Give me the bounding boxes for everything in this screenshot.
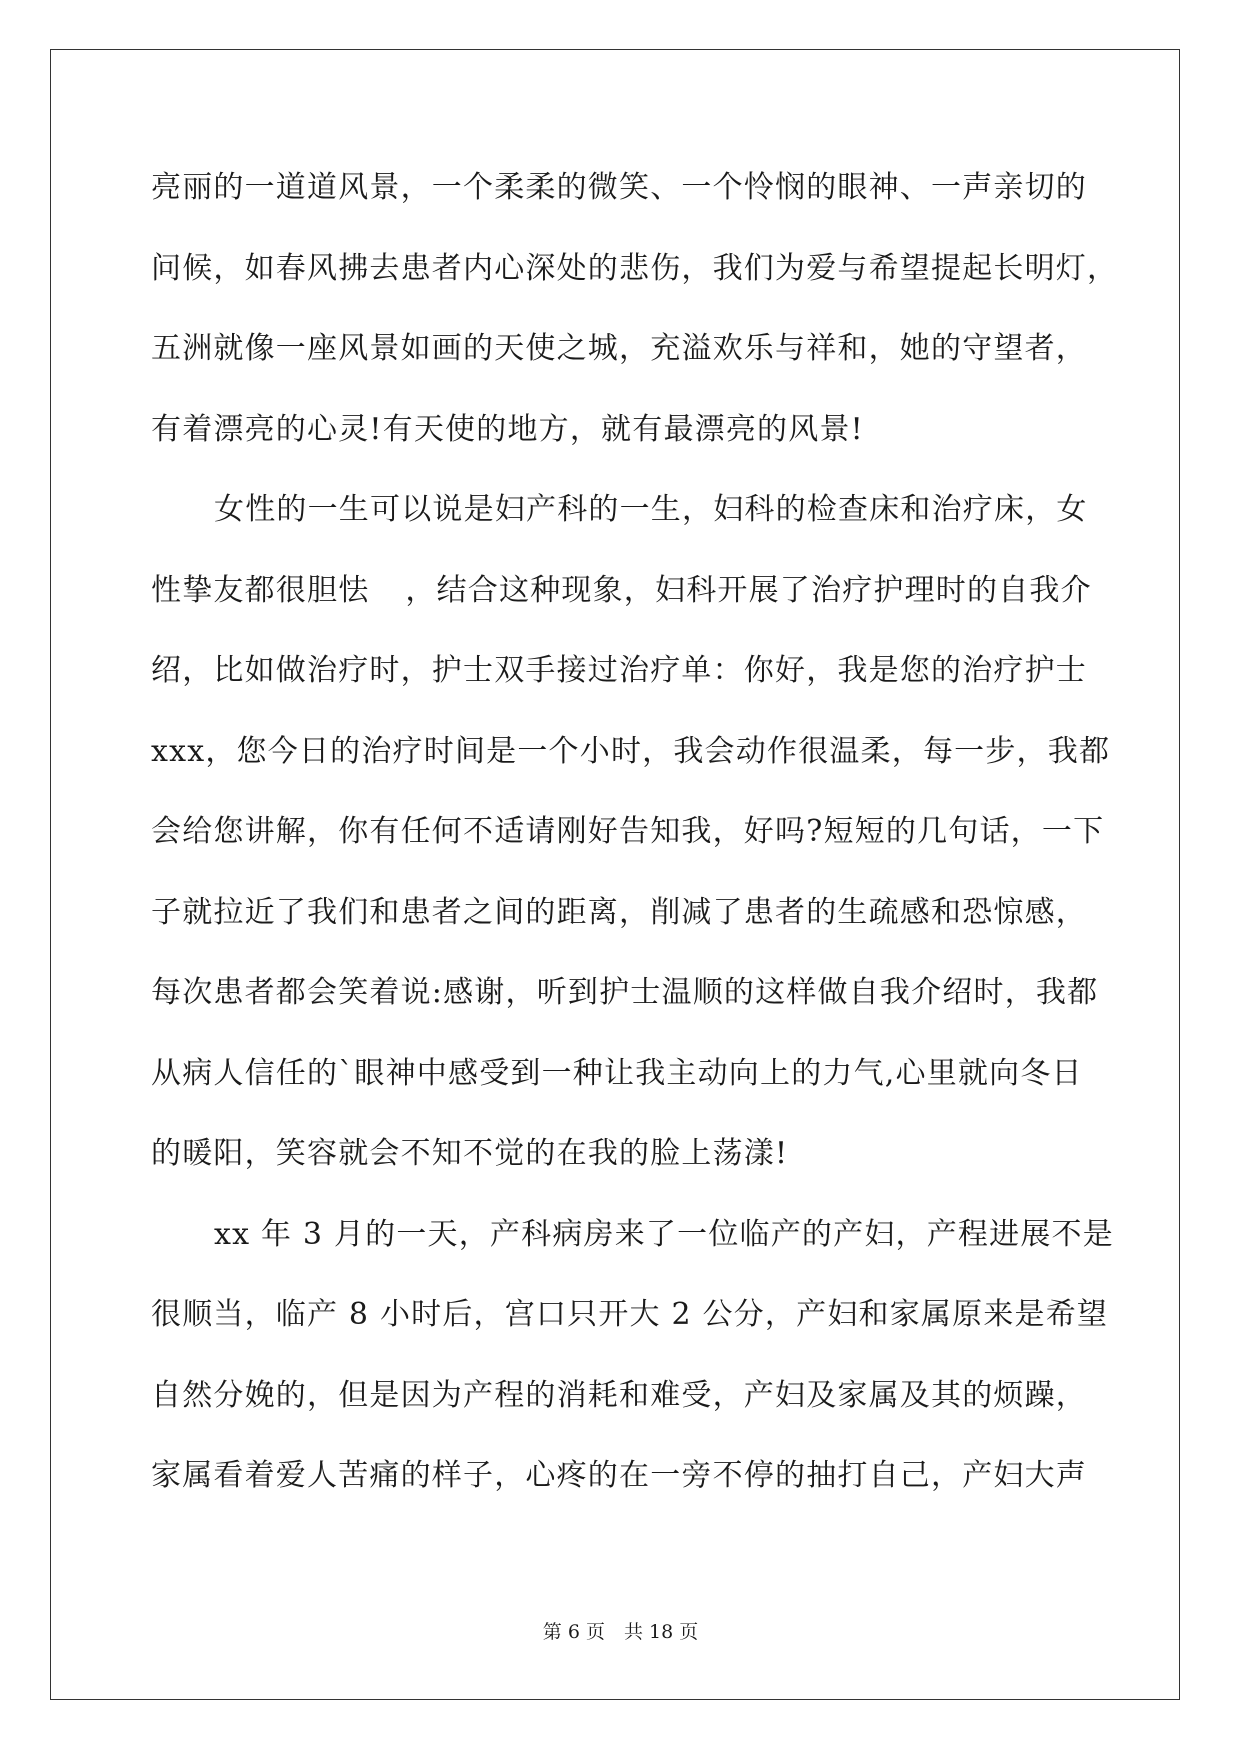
paragraph-first-line: xx 年 3 月的一天，产科病房来了一位临产的产妇，产程进展不是 [214,1216,1114,1252]
text-line: 家属看着爱人苦痛的样子，心疼的在一旁不停的抽打自己，产妇大声 [151,1458,1087,1493]
text-line [151,563,1091,644]
text-line: 亮丽的一道道风景，一个柔柔的微笑、一个怜悯的眼神、一声亲切的 [151,170,1087,205]
text-line: 很顺当，临产 8 小时后，宫口只开大 2 公分，产妇和家属原来是希望 [151,1297,1109,1332]
text-line: 五洲就像一座风景如画的天使之城，充溢欢乐与祥和，她的守望者， [151,331,1087,366]
text-line: 从病人信任的`眼神中感受到一种让我主动向上的力气,心里就向冬日 [151,1055,1083,1091]
text-fragment: 性挚友都很胆怯 [151,572,370,608]
document-body [151,160,1119,1529]
text-line: 会给您讲解，你有任何不适请刚好告知我，好吗?短短的几句话，一下 [151,814,1105,849]
text-line: 每次患者都会笑着说:感谢，听到护士温顺的这样做自我介绍时，我都 [151,975,1099,1010]
text-line: 的暖阳，笑容就会不知不觉的在我的脸上荡漾! [151,1136,789,1171]
text-line: 有着漂亮的心灵!有天使的地方，就有最漂亮的风景! [151,411,864,447]
text-line: xxx，您今日的治疗时间是一个小时，我会动作很温柔，每一步，我都 [151,733,1111,769]
paragraph-first-line: 女性的一生可以说是妇产科的一生，妇科的检查床和治疗床，女 [214,492,1088,527]
text-line: 绍，比如做治疗时，护士双手接过治疗单：你好，我是您的治疗护士 [151,653,1087,688]
text-line: 问候，如春风拂去患者内心深处的悲伤，我们为爱与希望提起长明灯， [151,250,1119,286]
text-fragment: ，结合这种现象，妇科开展了治疗护理时的自我介 [405,572,1092,608]
text-line: 子就拉近了我们和患者之间的距离，削减了患者的生疏感和恐惊感， [151,894,1087,930]
page-number-footer: 第 6 页 共 18 页 [542,1621,699,1643]
text-line: 自然分娩的，但是因为产程的消耗和难受，产妇及家属及其的烦躁， [151,1377,1087,1413]
